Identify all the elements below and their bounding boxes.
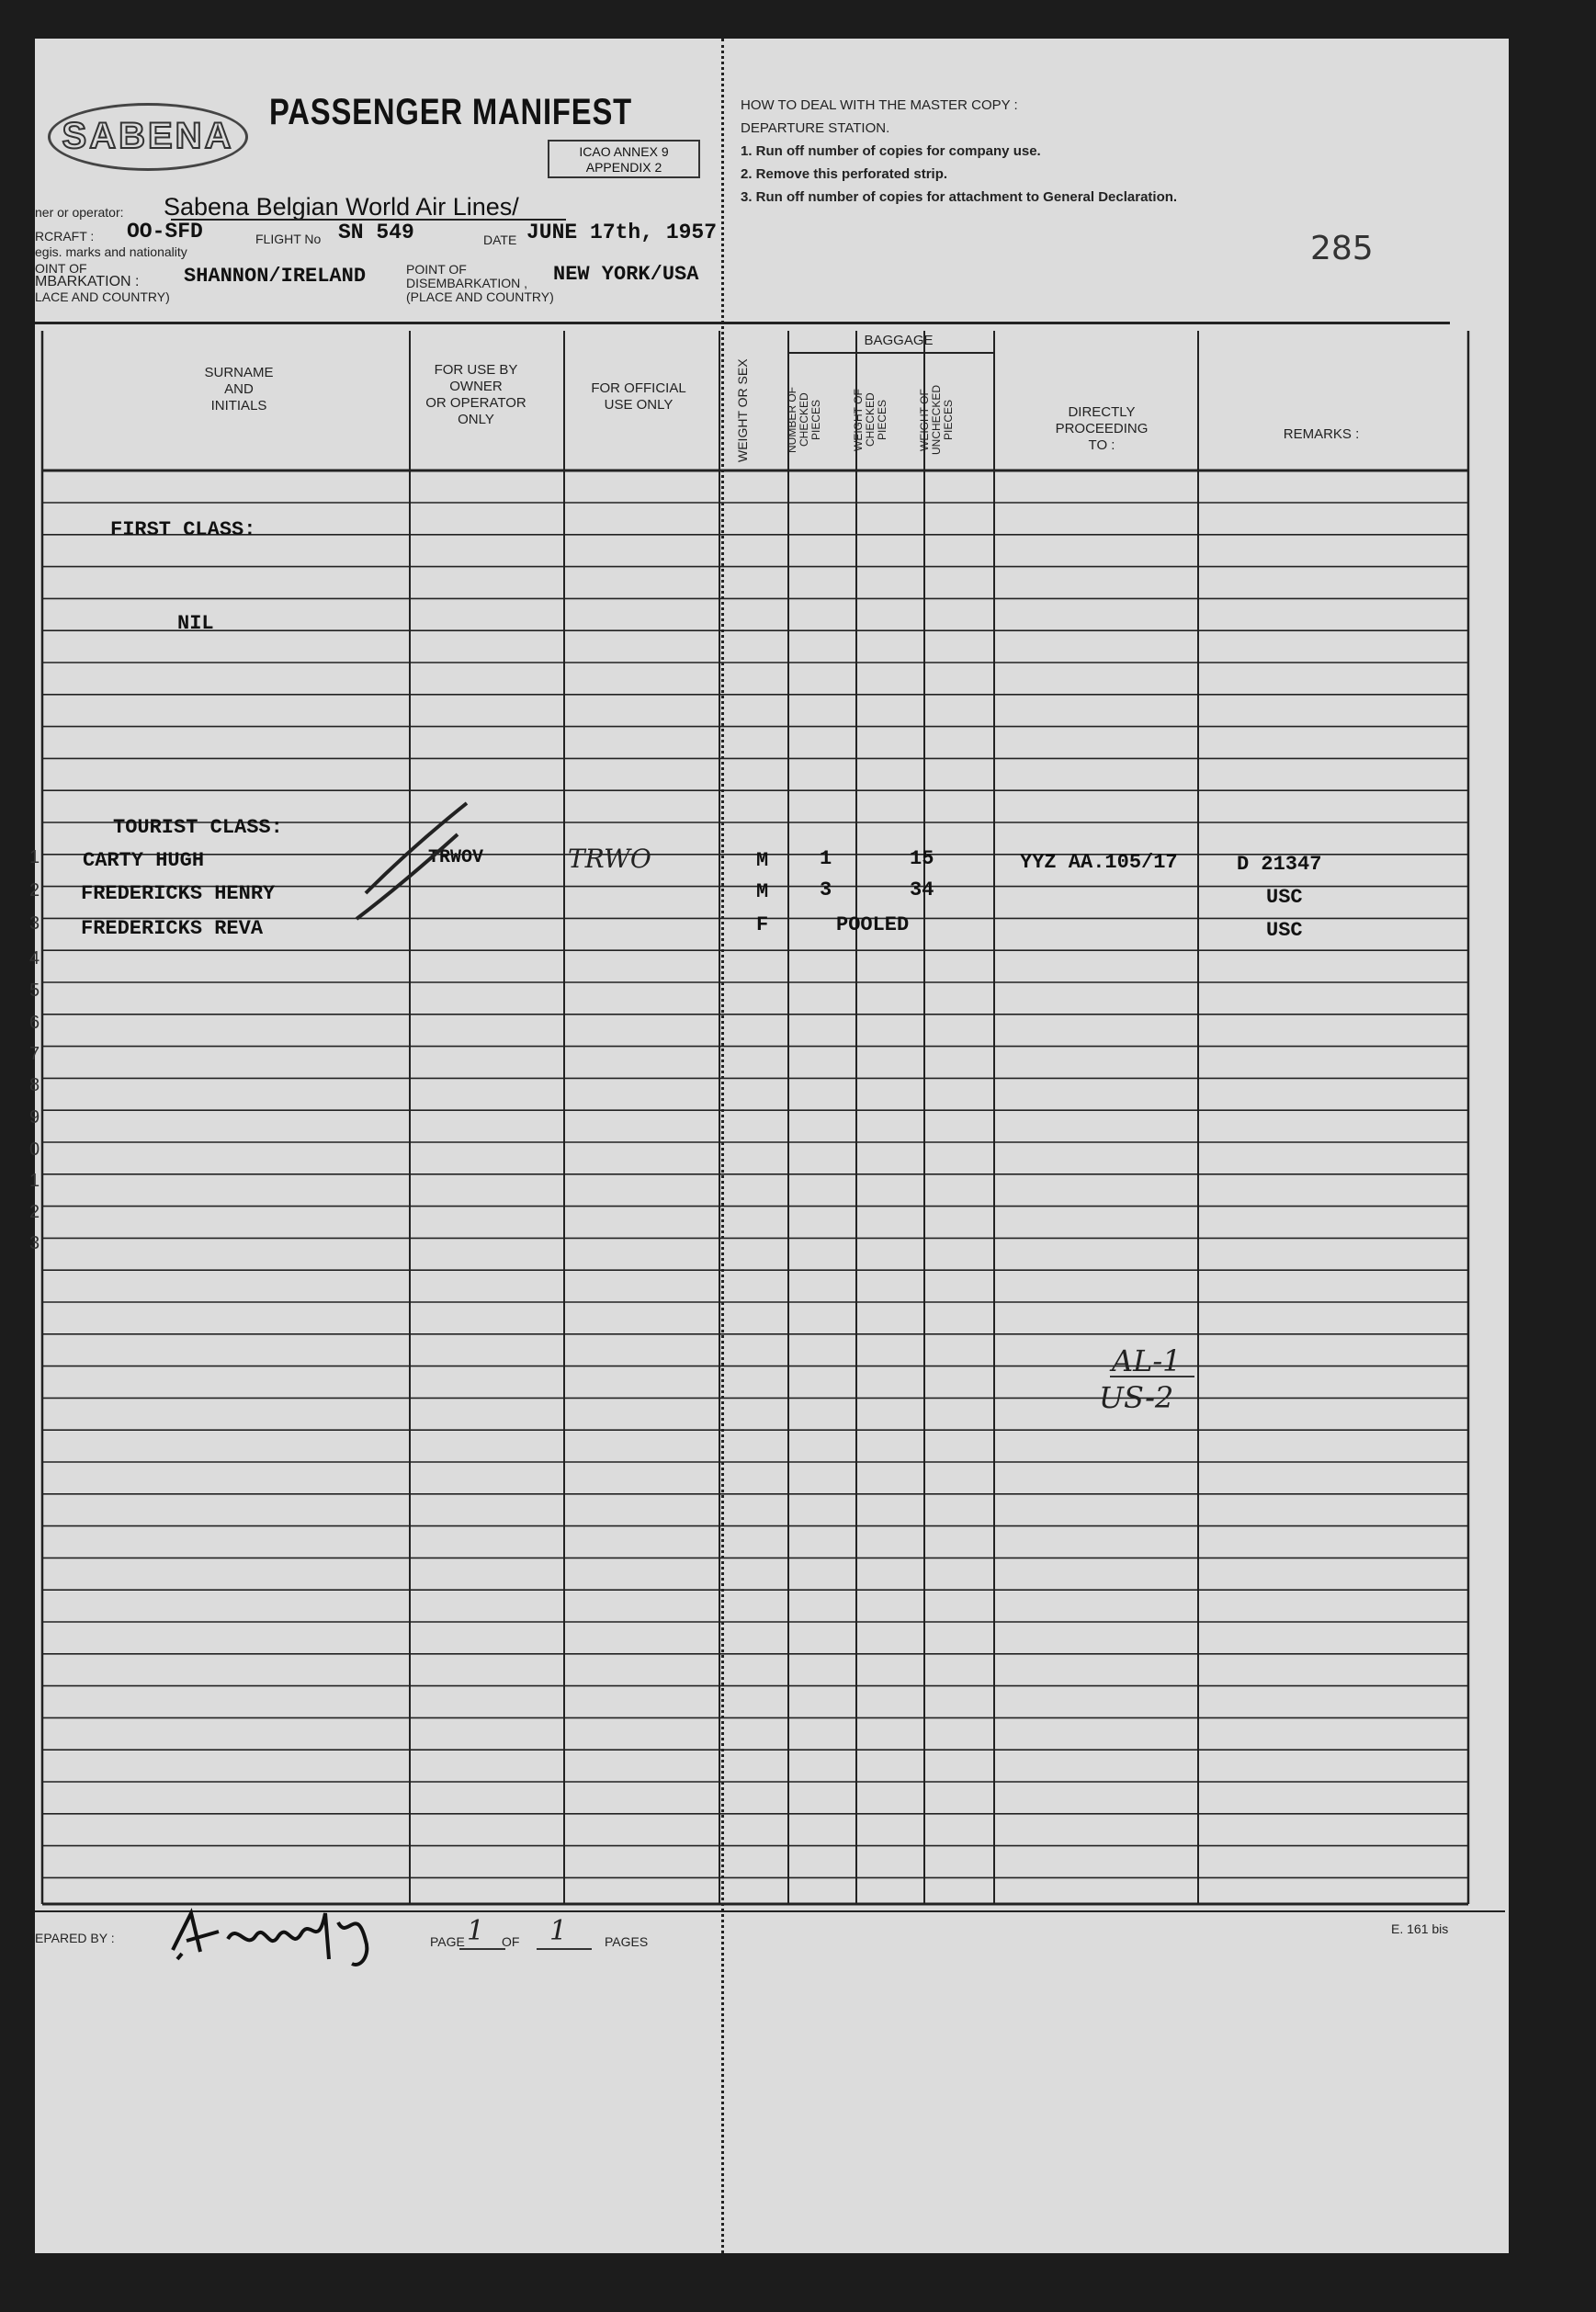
- passenger-remarks: USC: [1266, 919, 1303, 942]
- row-number: 3: [29, 1233, 40, 1253]
- instruction-title: HOW TO DEAL WITH THE MASTER COPY :: [741, 97, 1018, 113]
- passenger-weight: 15: [910, 847, 934, 870]
- passenger-sex: M: [756, 880, 769, 903]
- col-header-owner-line3: OR OPERATOR: [425, 395, 526, 411]
- passenger-sex: F: [756, 913, 769, 936]
- row-number: 1: [29, 1171, 40, 1191]
- embarkation-value: SHANNON/IRELAND: [184, 265, 367, 288]
- aircraft-value: OO-SFD: [127, 220, 203, 244]
- row-number: 8: [29, 1075, 40, 1095]
- operator-value: Sabena Belgian World Air Lines/: [164, 193, 519, 221]
- embark-label-3: LACE AND COUNTRY): [35, 289, 170, 304]
- col-header-weight-unchecked-l1: WEIGHT OF: [918, 389, 931, 451]
- of-value: 1: [549, 1915, 568, 1947]
- embark-label-1: OINT OF: [35, 261, 87, 276]
- of-label: OF: [502, 1934, 520, 1949]
- col-header-owner: [407, 362, 545, 428]
- instruction-3: 3. Run off number of copies for attachment to General Declaration.: [741, 189, 1178, 205]
- stamped-page-number: 285: [1310, 230, 1374, 267]
- col-header-proceeding-line1: DIRECTLY: [1068, 404, 1136, 420]
- col-header-weight-sex: WEIGHT OR SEX: [735, 358, 750, 463]
- operator-label: ner or operator:: [35, 205, 124, 220]
- passenger-proceeding: YYZ AA.105/17: [1020, 851, 1178, 874]
- date-label: DATE: [483, 232, 517, 247]
- page-label: PAGE: [430, 1934, 465, 1949]
- page-underline: [459, 1948, 505, 1950]
- date-value: JUNE 17th, 1957: [526, 221, 718, 244]
- col-header-surname-line1: SURNAME: [204, 365, 274, 380]
- pages-label: PAGES: [605, 1934, 649, 1949]
- signature: [164, 1886, 448, 1978]
- col-header-weight-checked-l1: WEIGHT OF: [852, 389, 865, 451]
- passenger-name: FREDERICKS HENRY: [81, 882, 276, 905]
- flight-no-value: SN 549: [338, 221, 414, 244]
- instruction-1: 1. Run off number of copies for company use.: [741, 143, 1041, 159]
- flight-no-label: FLIGHT No: [255, 232, 322, 246]
- passenger-official-mark: TRWO: [568, 844, 651, 874]
- first-class-label: FIRST CLASS:: [110, 518, 256, 541]
- instruction-station: DEPARTURE STATION.: [741, 120, 890, 136]
- col-header-proceeding-line2: PROCEEDING: [1055, 421, 1149, 436]
- first-class-nil: NIL: [177, 612, 214, 635]
- annotation-underline: [1110, 1376, 1194, 1377]
- handwritten-annotation-1: AL-1: [1112, 1343, 1182, 1378]
- manifest-sheet: [29, 39, 1509, 2253]
- row-number: 2: [29, 1202, 40, 1222]
- row-number: 9: [29, 1107, 40, 1128]
- passenger-weight: 34: [910, 878, 934, 901]
- handwritten-strike-marks: [347, 792, 485, 930]
- prepared-by-label: EPARED BY :: [35, 1931, 115, 1945]
- row-number: 6: [29, 1013, 40, 1033]
- sabena-logo: SABENA: [48, 103, 248, 171]
- row-number: 1: [29, 847, 40, 867]
- col-header-weight-checked-l2: CHECKED: [864, 392, 877, 448]
- row-number: 4: [29, 948, 40, 969]
- row-number: 3: [29, 913, 40, 934]
- col-header-surname-line2: AND: [224, 381, 254, 397]
- icao-line-1: ICAO ANNEX 9: [579, 144, 669, 159]
- col-header-checked-pieces-l3: PIECES: [809, 400, 822, 441]
- col-header-official: [570, 380, 707, 414]
- col-header-surname-line3: INITIALS: [210, 398, 267, 414]
- regis-label: egis. marks and nationality: [35, 244, 187, 259]
- col-header-owner-line1: FOR USE BY: [434, 362, 518, 378]
- row-number: 5: [29, 980, 40, 1001]
- col-header-weight-unchecked-l3: PIECES: [942, 400, 955, 441]
- handwritten-annotation-2: US-2: [1099, 1380, 1174, 1415]
- col-header-remarks: REMARKS :: [1283, 426, 1360, 442]
- col-header-weight-checked: [853, 360, 889, 480]
- icao-line-2: APPENDIX 2: [585, 160, 662, 175]
- passenger-sex: M: [756, 849, 769, 872]
- page-value: 1: [467, 1915, 485, 1947]
- col-header-proceeding-line3: TO :: [1088, 437, 1115, 453]
- passenger-pooled: POOLED: [836, 913, 910, 936]
- passenger-remarks: USC: [1266, 886, 1303, 909]
- passenger-name: FREDERICKS REVA: [81, 917, 264, 940]
- col-header-checked-pieces-l1: NUMBER OF: [786, 387, 798, 453]
- row-number: 2: [29, 880, 40, 901]
- embark-label-2: MBARKATION :: [35, 274, 140, 289]
- form-code: E. 161 bis: [1391, 1921, 1449, 1936]
- col-header-weight-unchecked: [919, 360, 955, 480]
- col-header-surname: [175, 365, 303, 414]
- col-header-official-line2: USE ONLY: [604, 397, 673, 413]
- col-header-official-line1: FOR OFFICIAL: [591, 380, 686, 396]
- aircraft-label: RCRAFT :: [35, 229, 95, 244]
- disembarkation-value: NEW YORK/USA: [553, 263, 699, 286]
- col-header-owner-line2: OWNER: [449, 379, 503, 394]
- row-number: 0: [29, 1139, 40, 1160]
- passenger-owner-code: TRWOV: [428, 847, 484, 868]
- col-header-weight-checked-l3: PIECES: [876, 400, 889, 441]
- page-title: PASSENGER MANIFEST: [269, 92, 633, 132]
- of-underline: [537, 1948, 592, 1950]
- disembark-label-1: POINT OF: [406, 262, 467, 277]
- row-number: 7: [29, 1044, 40, 1064]
- col-header-proceeding: [1005, 404, 1198, 454]
- col-header-checked-pieces-l2: CHECKED: [798, 392, 810, 448]
- col-header-weight-unchecked-l2: UNCHECKED: [930, 385, 943, 456]
- instruction-2: 2. Remove this perforated strip.: [741, 166, 948, 182]
- col-header-baggage: BAGGAGE: [864, 333, 934, 348]
- tourist-class-label: TOURIST CLASS:: [113, 816, 283, 839]
- disembark-label-3: (PLACE AND COUNTRY): [406, 289, 554, 304]
- col-header-owner-line4: ONLY: [458, 412, 494, 427]
- col-header-checked-pieces: [787, 360, 822, 480]
- passenger-remarks: D 21347: [1237, 853, 1322, 876]
- passenger-pieces: 1: [820, 847, 832, 870]
- passenger-name: CARTY HUGH: [83, 849, 205, 872]
- disembark-label-2: DISEMBARKATION ,: [406, 276, 527, 290]
- passenger-pieces: 3: [820, 878, 832, 901]
